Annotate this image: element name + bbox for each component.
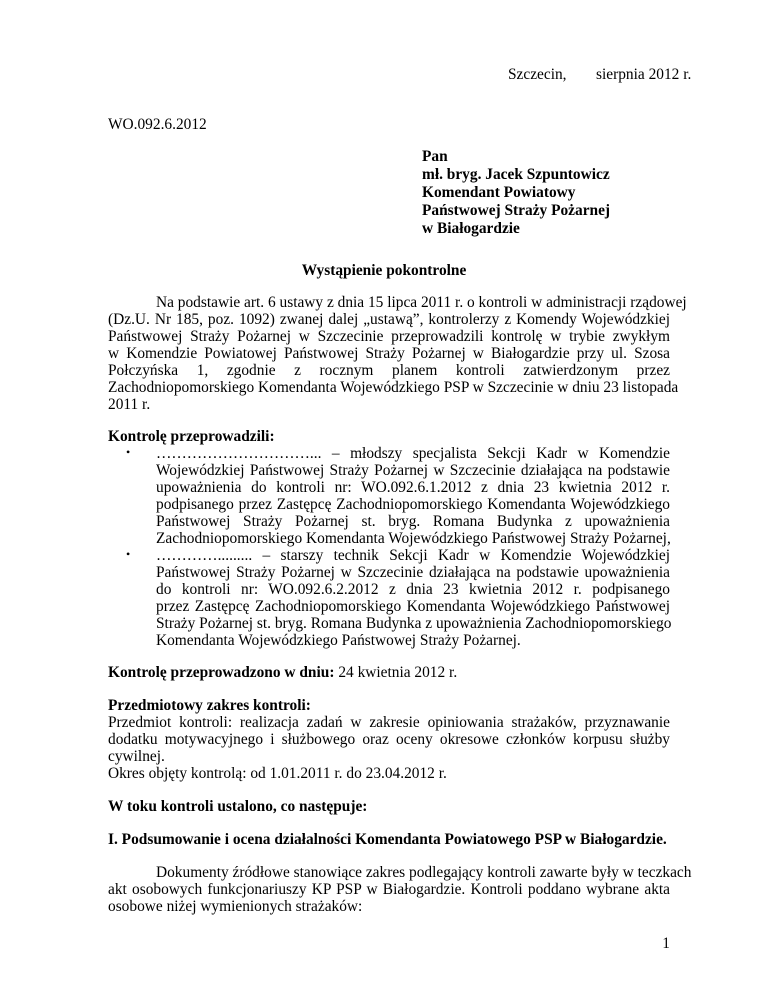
reference-number: WO.092.6.2012 (108, 116, 207, 133)
controller-1-line: upoważnienia do kontroli nr: WO.092.6.1.2012 z dnia 23 kwietnia 2012 r. (156, 479, 670, 496)
controller-2-line: Państwowej Straży Pożarnej w Szczecinie działająca na podstawie upoważnienia (156, 564, 670, 581)
intro-line: Zachodniopomorskiego Komendanta Wojewódzkiego PSP w Szczecinie w dniu 23 listopada (108, 379, 679, 396)
control-date-value: 24 kwietnia 2012 r. (338, 664, 458, 681)
controller-2-line: Straży Pożarnej st. bryg. Romana Budynka z upoważnienia Zachodniopomorskiego (156, 615, 672, 632)
recipient-line: Państwowej Straży Pożarnej (422, 202, 611, 219)
controller-2-line: …………......... – starszy technik Sekcji Kadr w Komendzie Wojewódzkiej (156, 547, 670, 564)
section-text-line: osobowe niżej wymienionych strażaków: (108, 898, 363, 915)
scope-line: dodatku motywacyjnego i służbowego oraz oceny okresowe członków korpusu służby (108, 731, 670, 748)
controller-1-line: Zachodniopomorskiego Komendanta Wojewódzkiego Państwowej Straży Pożarnej, (156, 530, 671, 547)
control-date-label: Kontrolę przeprowadzono w dniu: (108, 664, 335, 681)
bullet-icon: • (126, 547, 131, 561)
recipient-line: mł. bryg. Jacek Szpuntowicz (422, 166, 610, 183)
scope-line: cywilnej. (108, 748, 165, 765)
intro-line: w Komendzie Powiatowej Państwowej Straży Pożarnej w Białogardzie przy ul. Szosa (108, 345, 670, 362)
section-text-line: Dokumenty źródłowe stanowiące zakres podlegający kontroli zawarte były w teczkach (156, 864, 692, 881)
recipient-block (422, 148, 610, 238)
section-heading: I. Podsumowanie i ocena działalności Komendanta Powiatowego PSP w Białogardzie. (108, 831, 667, 848)
section-text-line: akt osobowych funkcjonariuszy KP PSP w Białogardzie. Kontroli poddano wybrane akta (108, 881, 670, 898)
controller-1-line: podpisanego przez Zastępcę Zachodniopomorskiego Komendanta Wojewódzkiego (156, 496, 670, 513)
scope-line: Przedmiot kontroli: realizacja zadań w zakresie opiniowania strażaków, przyznawanie (108, 714, 670, 731)
intro-line: (Dz.U. Nr 185, poz. 1092) zwanej dalej „ustawą”, kontrolerzy z Komendy Wojewódzkiej (108, 311, 670, 328)
intro-line: Na podstawie art. 6 ustawy z dnia 15 lipca 2011 r. o kontroli w administracji rządowej (156, 294, 687, 311)
findings-heading: W toku kontroli ustalono, co następuje: (108, 798, 368, 815)
scope-heading: Przedmiotowy zakres kontroli: (108, 697, 311, 714)
controller-1-line: Wojewódzkiej Państwowej Straży Pożarnej w Szczecinie działająca na podstawie (156, 462, 670, 479)
controller-2-line: Komendanta Wojewódzkiego Państwowej Straży Pożarnej. (156, 632, 521, 649)
recipient-line: w Białogardzie (422, 220, 520, 237)
controller-2-line: przez Zastępcę Zachodniopomorskiego Komendanta Wojewódzkiego Państwowej (156, 598, 670, 615)
controller-2-line: do kontroli nr: WO.092.6.2.2012 z dnia 23 kwietnia 2012 r. podpisanego (156, 581, 670, 598)
intro-line: Połczyńska 1, zgodnie z rocznym planem kontroli zatwierdzonym przez (108, 362, 670, 379)
page-number: 1 (662, 935, 670, 952)
document-title: Wystąpienie pokontrolne (301, 262, 467, 279)
header-date: sierpnia 2012 r. (596, 66, 692, 83)
intro-line: Państwowej Straży Pożarnej w Szczecinie przeprowadzili kontrolę w trybie zwykłym (108, 328, 670, 345)
controller-1-line: Państwowej Straży Pożarnej st. bryg. Romana Budynka z upoważnienia (156, 513, 670, 530)
recipient-line: Pan (422, 148, 448, 165)
bullet-icon: • (126, 445, 131, 459)
controller-1-line: …………………………... – młodszy specjalista Sekcji Kadr w Komendzie (156, 445, 670, 462)
header-place: Szczecin, (508, 66, 567, 83)
controllers-heading: Kontrolę przeprowadzili: (108, 428, 275, 445)
intro-line: 2011 r. (108, 396, 151, 413)
recipient-line: Komendant Powiatowy (422, 184, 576, 201)
scope-line: Okres objęty kontrolą: od 1.01.2011 r. do 23.04.2012 r. (108, 765, 447, 782)
control-date (108, 664, 670, 681)
